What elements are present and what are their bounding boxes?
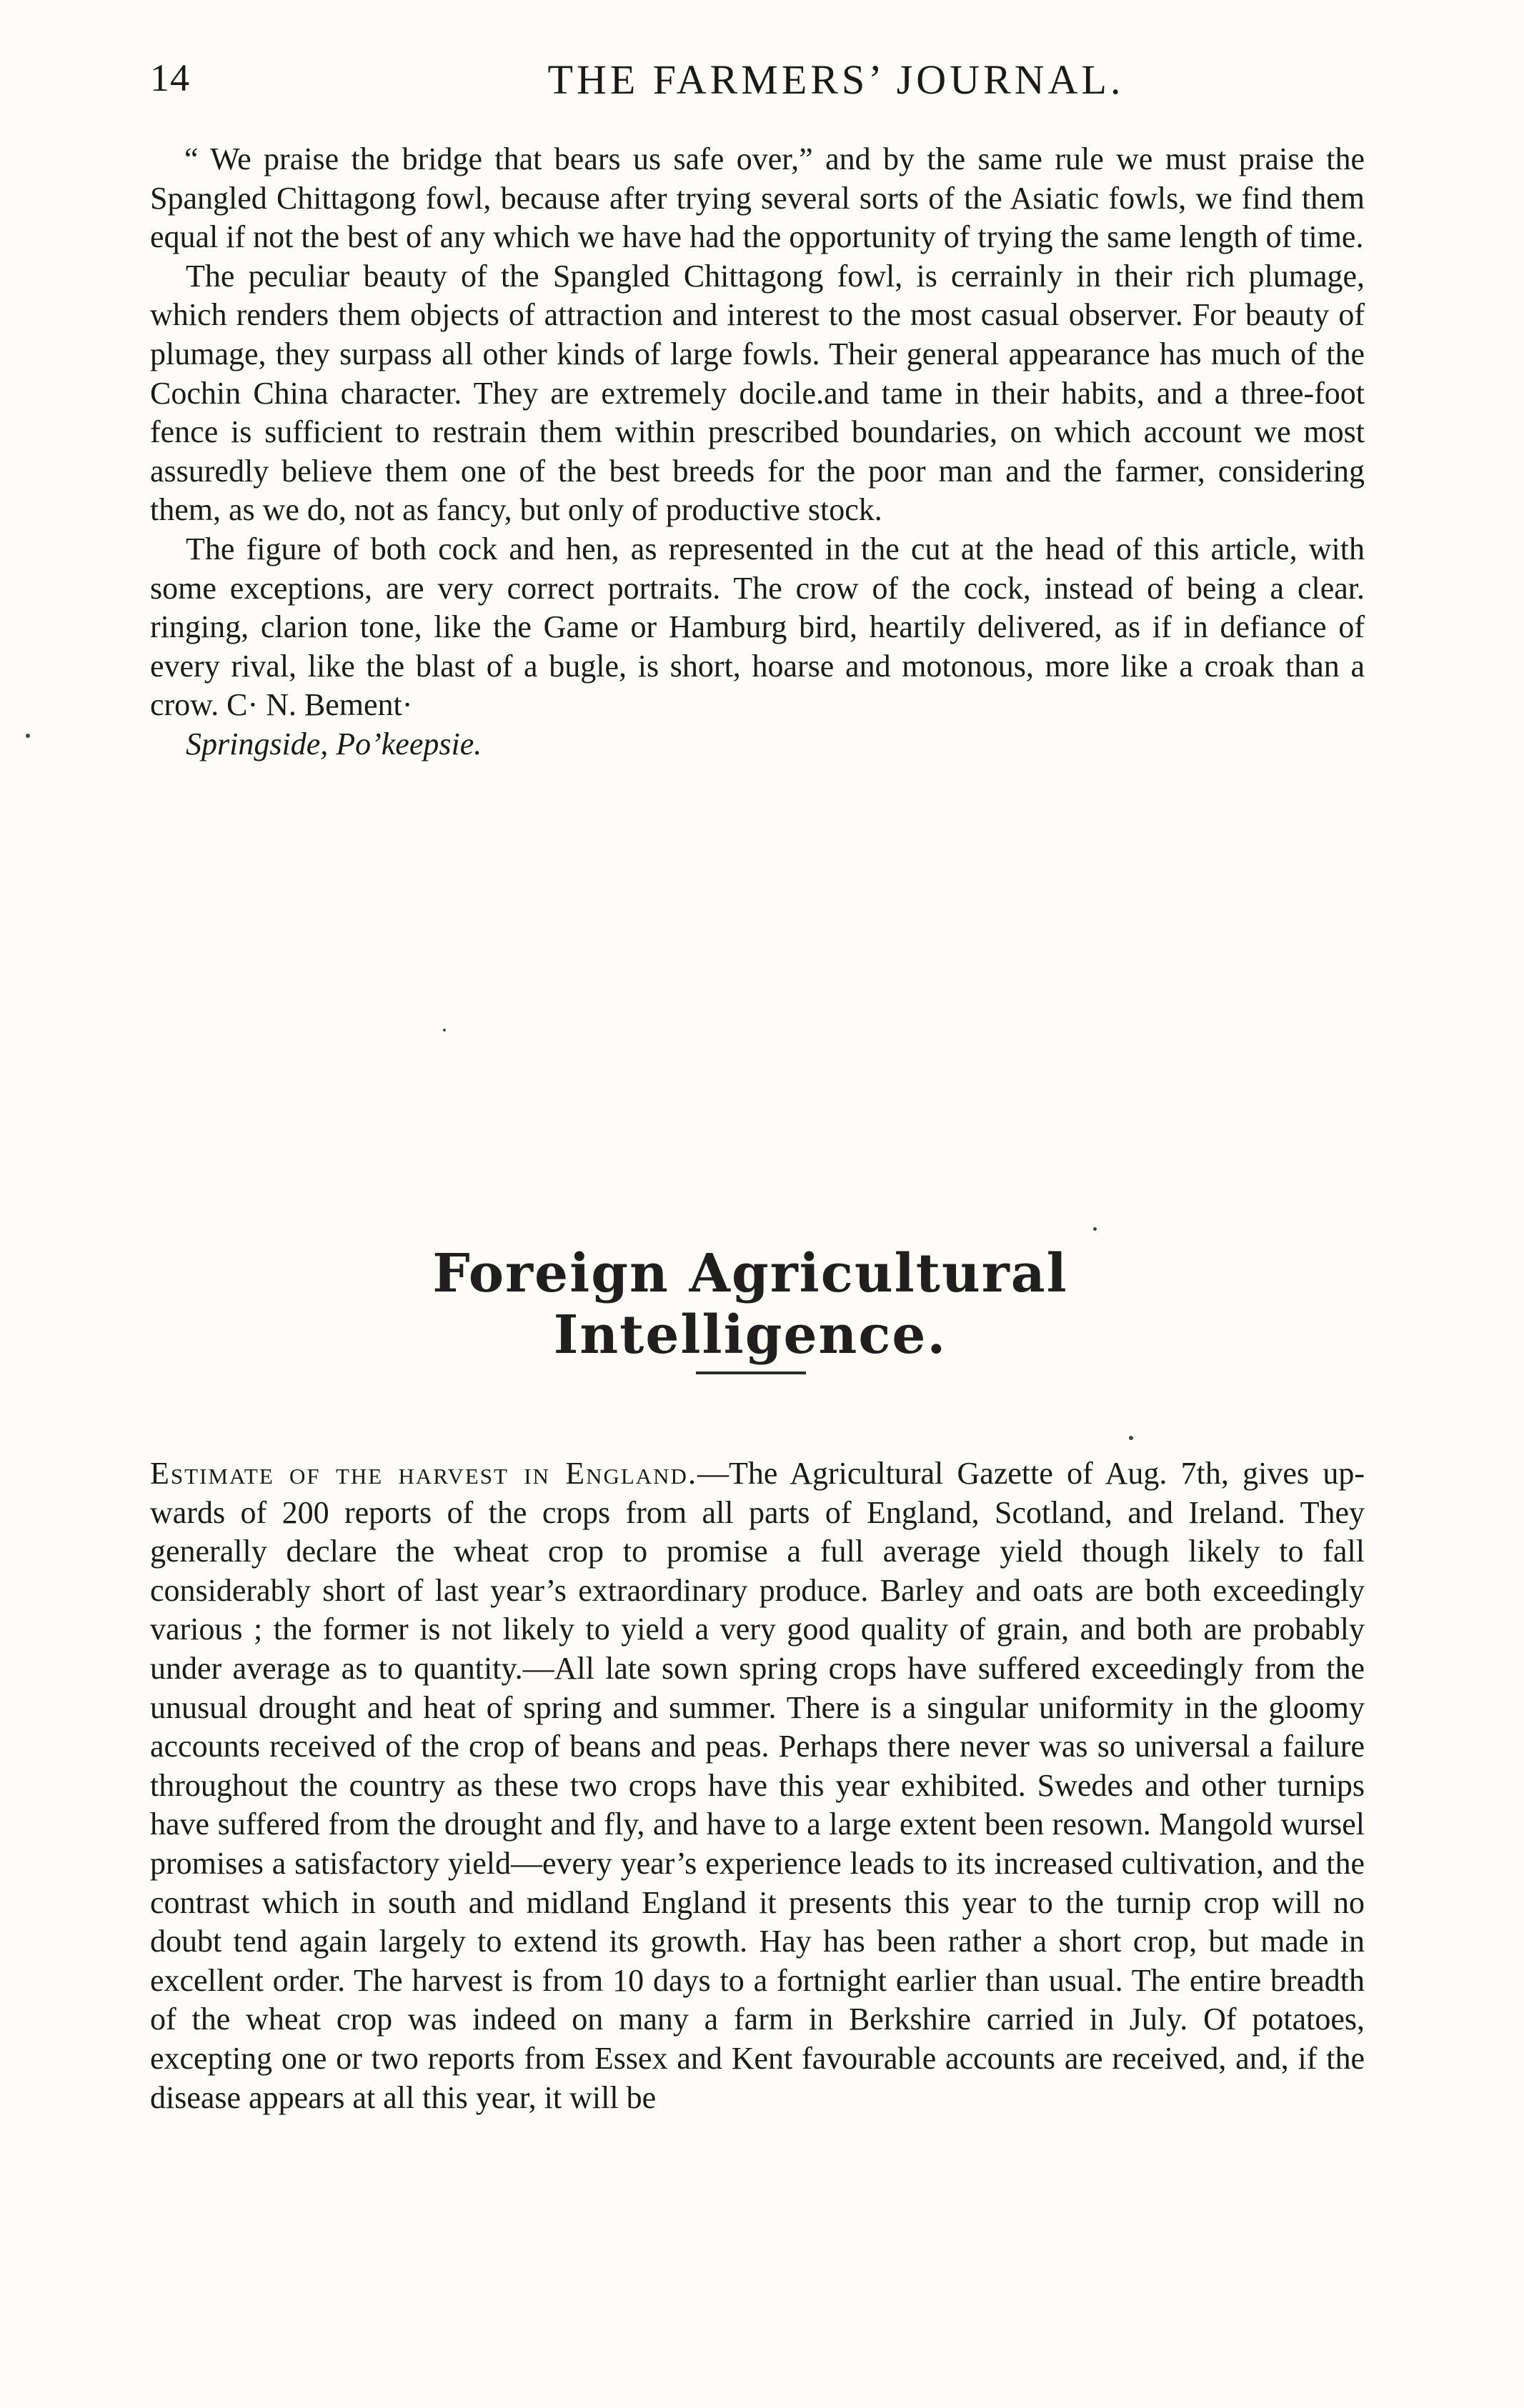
print-speck (26, 734, 30, 738)
article-heading: Estimate of the harvest in England. (150, 1456, 697, 1491)
page-header (150, 56, 1365, 120)
print-speck (1129, 1436, 1133, 1440)
section-divider (696, 1372, 806, 1374)
article-chittagong (150, 140, 1365, 764)
paragraph-text: The figure of both cock and hen, as represented in the cut at the head of this article, with some exceptions, are very correct portraits. The crow of the cock, instead of being a clear. ringing, clarion tone, like the Game or Hamburg bird, heartily delivered, as if in defiance of every rival, like the blast of a bugle, is short, hoarse and motonous, more like a croak than a crow. (150, 531, 1365, 723)
author-name: C· N. Bement· (226, 687, 413, 723)
section-title: Foreign Agricultural Intelligence. (432, 1243, 1068, 1366)
paragraph: The peculiar beauty of the Spangled Chittagong fowl, is cerrainly in their rich plumage, which renders them objects of attraction and interest to the most casual observer. For beauty of plumage, they surpass all other kinds of large fowls. Their general appearance has much of the Cochin China character. They are extremely docile.and tame in their habits, and a three-foot fence is sufficient to restrain them within prescribed boundaries, on which account we most assuredly believe them one of the best breeds for the poor man and the farmer, considering them, as we do, not as fancy, but only of productive stock. (150, 258, 1365, 528)
author-place: Springside, Po’keepsie. (186, 726, 482, 761)
print-speck (443, 1029, 446, 1031)
paragraph-text: —The Agricultural Gazette of Aug. 7th, gives up-wards of 200 reports of the crops from all parts of England, Scotland, and Ireland. They generally declare the wheat crop to promise a full average yield though likely to fall considerably short of last year’s extraordinary produce. Barley and oats are both exceedingly various ; the former is not likely to yield a very good quality of grain, and both are probably under average as to quantity.—All late sown spring crops have suffered exceedingly from the unusual drought and heat of spring and summer. There is a singular uniformity in the gloomy accounts received of the crop of beans and peas. Perhaps there never was so universal a failure throughout the country as these two crops have this year exhibited. Swedes and other turnips have suffered from the drought and fly, and have to a large extent been resown. Mangold wursel promises a satisfactory yield—every year’s experience leads to its increased cultivation, and the contrast which in south and midland England it presents this year to the turnip crop will no doubt tend again largely to extend its growth. Hay has been rather a short crop, but made in excellent order. The harvest is from 10 days to a fortnight earlier than usual. The entire breadth of the wheat crop was indeed on many a farm in Berkshire carried in July. Of potatoes, excepting one or two reports from Essex and Kent favourable accounts are received, and, if the disease appears at all this year, it will be (150, 1456, 1365, 2115)
journal-title: THE FARMERS’ JOURNAL. (547, 56, 1125, 103)
page-number: 14 (150, 56, 190, 99)
paragraph (150, 530, 1365, 725)
paragraph: “ We praise the bridge that bears us safe over,” and by the same rule we must praise the Spangled Chittagong fowl, because after trying several sorts of the Asiatic fowls, we find them equal if not the best of any which we have had the opportunity of trying the same length of time. (150, 141, 1365, 255)
paragraph (150, 1454, 1365, 2117)
article-harvest (150, 1454, 1365, 2117)
print-speck (1093, 1227, 1097, 1231)
